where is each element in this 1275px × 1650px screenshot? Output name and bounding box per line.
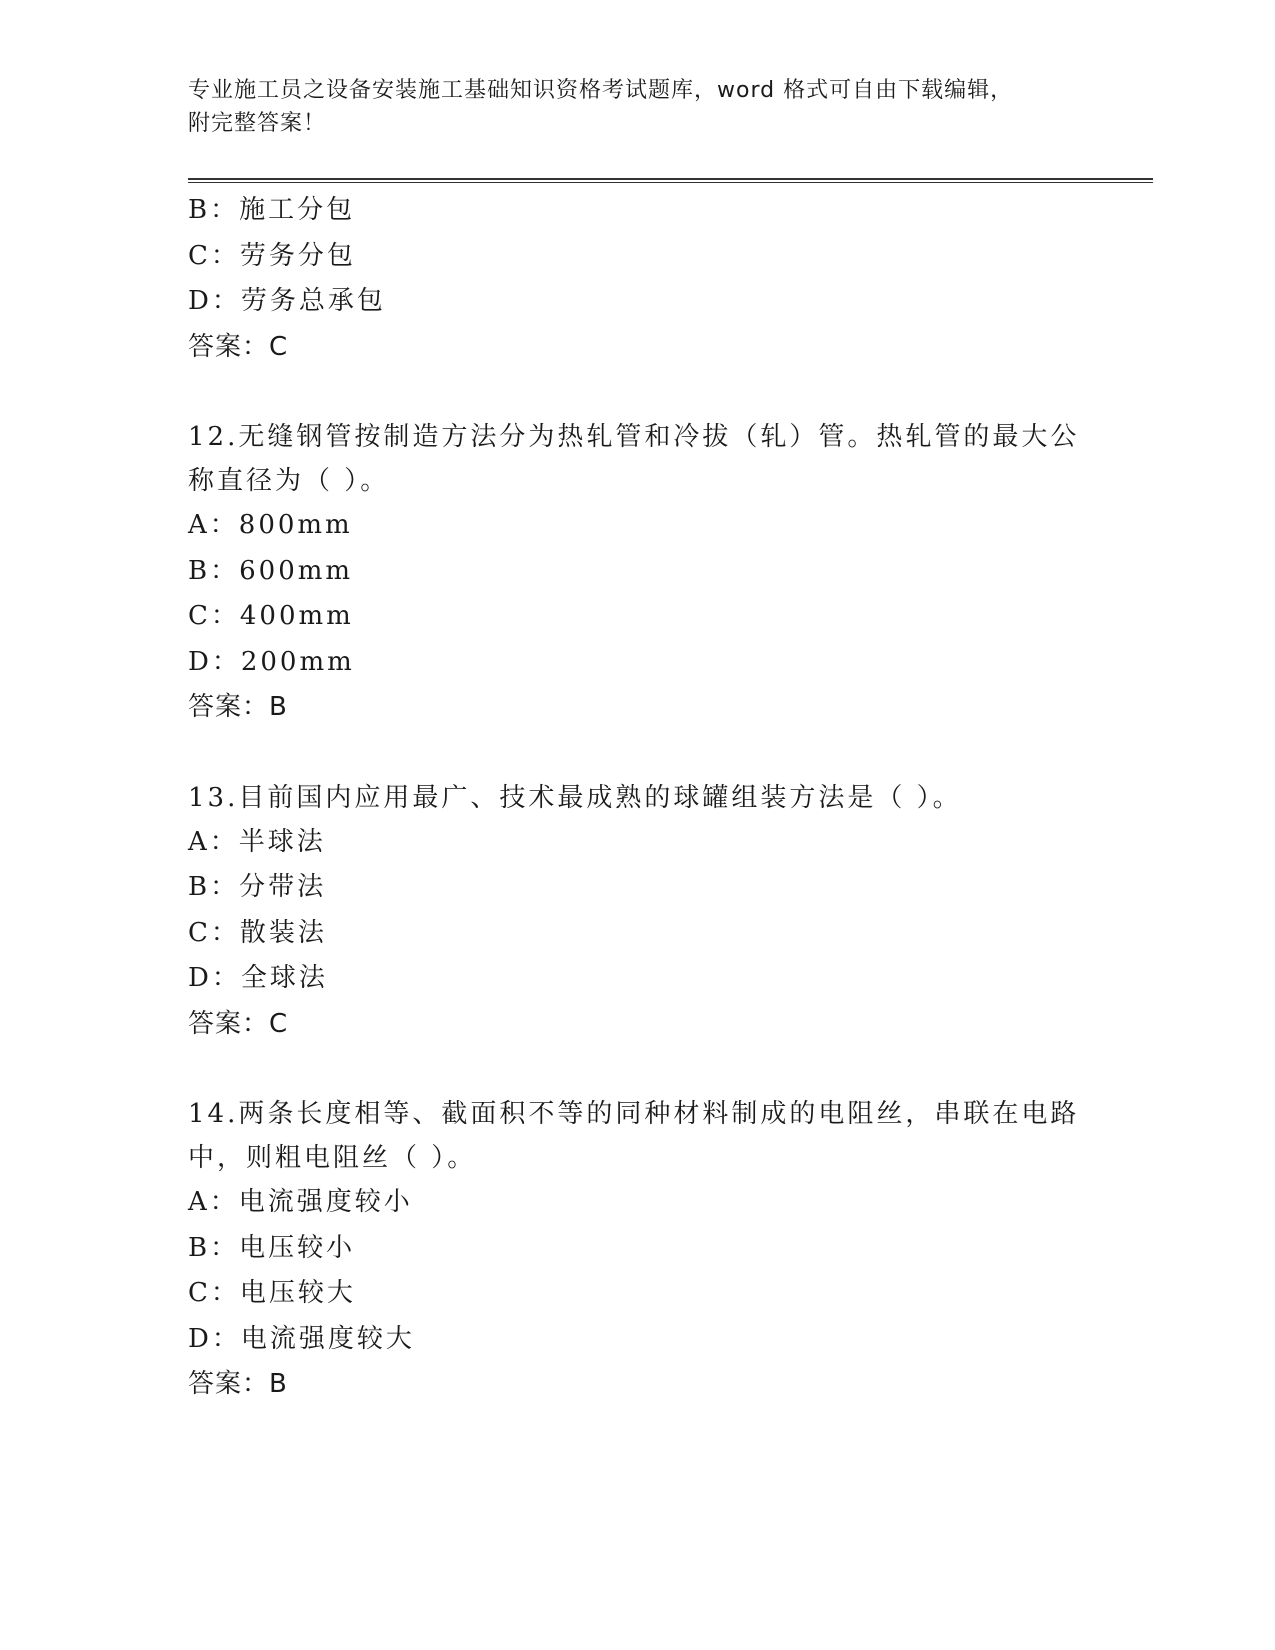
spacer bbox=[188, 1047, 1088, 1092]
question-stem-line-2: 称直径为（ ）。 bbox=[188, 466, 390, 496]
option-c: C：散装法 bbox=[188, 917, 327, 948]
answer-line: 答案：C bbox=[188, 331, 289, 362]
option-d: D：全球法 bbox=[188, 963, 328, 993]
question-13-block bbox=[188, 776, 1088, 1048]
option-d: D：电流强度较大 bbox=[188, 1323, 415, 1354]
option-b: B：电压较小 bbox=[188, 1232, 356, 1263]
answer-line: 答案：B bbox=[188, 1369, 288, 1399]
question-list bbox=[188, 188, 1088, 1408]
option-d: D：200mm bbox=[188, 646, 355, 677]
spacer bbox=[188, 370, 1088, 415]
option-a: A：半球法 bbox=[188, 826, 326, 857]
question-stem-line-1: 12.无缝钢管按制造方法分为热轧管和冷拔（轧）管。热轧管的最大公 bbox=[188, 422, 1080, 452]
answer-line: 答案：B bbox=[188, 692, 288, 722]
spacer bbox=[188, 731, 1088, 776]
document-header bbox=[188, 74, 1068, 140]
option-c: C：电压较大 bbox=[188, 1278, 356, 1308]
question-14-block bbox=[188, 1092, 1088, 1408]
question-11-block bbox=[188, 188, 1088, 370]
header-divider bbox=[188, 178, 1153, 183]
answer-line: 答案：C bbox=[188, 1008, 289, 1039]
question-12-block bbox=[188, 415, 1088, 731]
option-b: B：施工分包 bbox=[188, 195, 356, 225]
option-a: A：800mm bbox=[188, 510, 353, 540]
option-b: B：600mm bbox=[188, 555, 354, 586]
question-stem-line-1: 13.目前国内应用最广、技术最成熟的球罐组装方法是（ ）。 bbox=[188, 782, 962, 813]
option-b: B：分带法 bbox=[188, 872, 327, 902]
question-stem-line-2: 中，则粗电阻丝（ ）。 bbox=[188, 1143, 477, 1173]
option-c: C：劳务分包 bbox=[188, 240, 356, 271]
option-c: C：400mm bbox=[188, 601, 354, 631]
header-line-2: 附完整答案！ bbox=[188, 111, 327, 136]
option-d: D：劳务总承包 bbox=[188, 286, 386, 316]
question-stem-line-1: 14.两条长度相等、截面积不等的同种材料制成的电阻丝，串联在电路 bbox=[188, 1099, 1080, 1129]
option-a: A：电流强度较小 bbox=[188, 1187, 413, 1217]
header-line-1: 专业施工员之设备安装施工基础知识资格考试题库，word 格式可自由下载编辑， bbox=[188, 78, 1014, 103]
